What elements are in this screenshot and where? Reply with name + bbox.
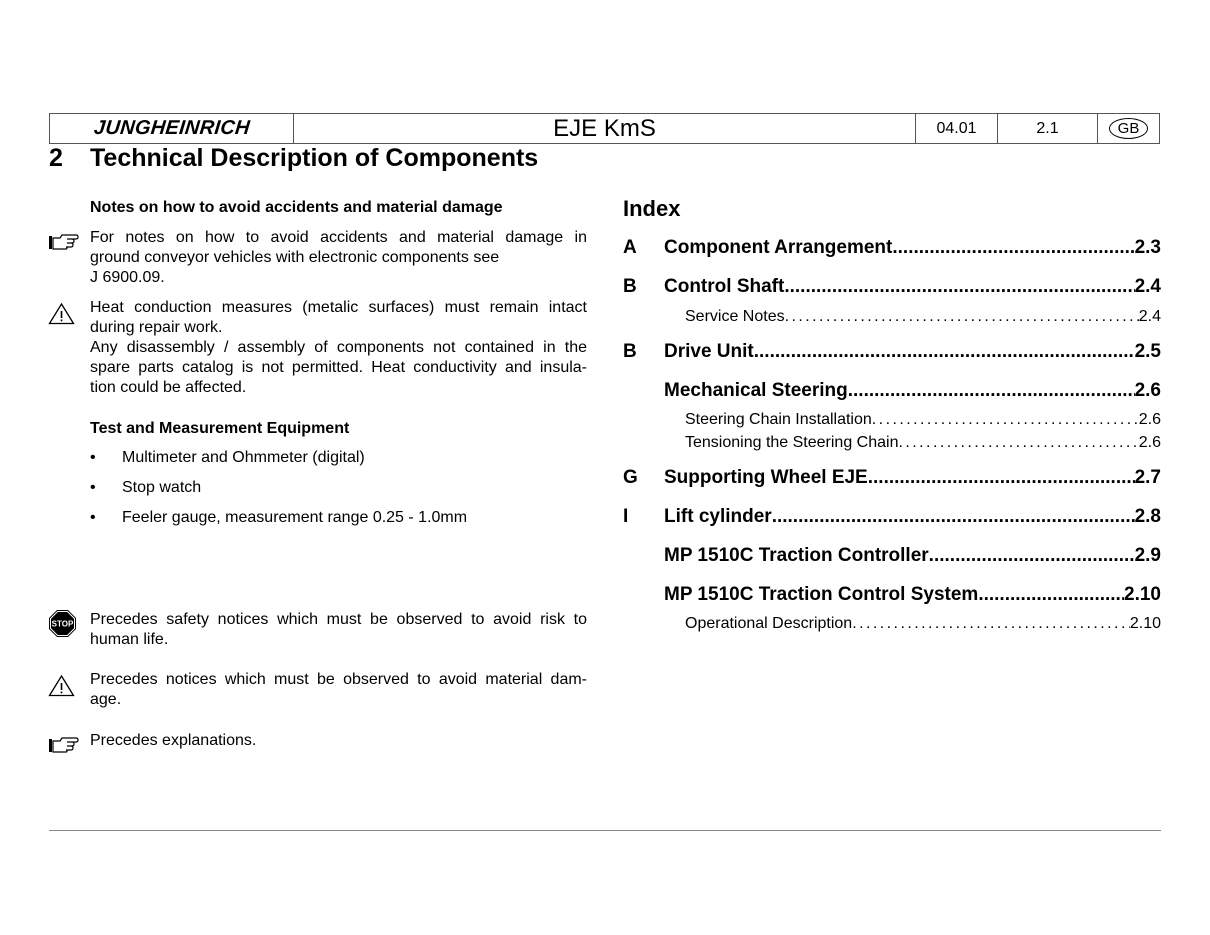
svg-text:STOP: STOP	[51, 619, 74, 629]
index-entry[interactable]: Component Arrangement ..... 2.3	[664, 236, 1161, 260]
index-entry[interactable]: Drive Unit ..... 2.5	[664, 340, 1161, 364]
index-entry[interactable]: Mechanical Steering ..... 2.6	[664, 379, 1161, 403]
warning-legend: Precedes notices which must be observed to avoid material dam- age.	[90, 671, 587, 708]
language-badge: GB	[1109, 118, 1149, 139]
index-subentry[interactable]: Operational Description . . . 2.10	[685, 614, 1161, 634]
list-item: Feeler gauge, measurement range 0.25 - 1.0mm	[122, 509, 468, 526]
index-section-letter: I	[623, 506, 629, 527]
stop-sign-icon	[48, 609, 77, 638]
footer-divider	[49, 830, 1161, 831]
list-item: Multimeter and Ohmmeter (digital)	[122, 449, 365, 466]
bullet-icon: •	[90, 509, 96, 526]
warning-triangle-icon	[48, 302, 75, 325]
index-entry[interactable]: Lift cylinder ..... 2.8	[664, 505, 1161, 529]
pointing-hand-icon	[48, 734, 80, 754]
index-title: Index	[623, 196, 681, 221]
index-section-letter: A	[623, 237, 637, 258]
chapter-title: Technical Description of Components	[90, 144, 539, 172]
stop-legend: Precedes safety notices which must be observed to avoid risk to human life.	[90, 611, 587, 648]
document-header	[49, 113, 1160, 144]
warning-1: Heat conduction measures (metalic surfaces) must remain intact during repair work. Any disassembly / assembly of components not contained in the spare parts catalog is not permitted. Heat conductivity and insula- tion could be affected.	[90, 299, 587, 396]
index-subentry[interactable]: Service Notes . . . 2.4	[685, 307, 1161, 327]
chapter-heading	[49, 144, 538, 173]
warning-triangle-icon	[48, 674, 75, 697]
document-date: 04.01	[916, 114, 998, 143]
index-section-letter: B	[623, 341, 637, 362]
list-item: Stop watch	[122, 479, 202, 496]
index-subentry[interactable]: Tensioning the Steering Chain . . . 2.6	[685, 433, 1161, 453]
index-entry[interactable]: MP 1510C Traction Controller ..... 2.9	[664, 544, 1161, 568]
index-entry[interactable]: Supporting Wheel EJE ..... 2.7	[664, 466, 1161, 490]
index-subentry[interactable]: Steering Chain Installation . . . 2.6	[685, 410, 1161, 430]
page-number: 2.1	[998, 114, 1098, 143]
brand-cell	[50, 114, 294, 143]
brand-logo: JUNGHEINRICH	[92, 117, 251, 139]
bullet-icon: •	[90, 449, 96, 466]
pointing-hand-icon	[48, 231, 80, 251]
note-1: For notes on how to avoid accidents and material damage in ground conveyor vehicles with electronic components see J 6900.09.	[90, 229, 587, 286]
index-section-letter: G	[623, 467, 638, 488]
notes-heading: Notes on how to avoid accidents and material damage	[90, 199, 503, 216]
language-cell	[1098, 114, 1159, 143]
test-equipment-heading: Test and Measurement Equipment	[90, 420, 350, 437]
index-section-letter: B	[623, 276, 637, 297]
bullet-icon: •	[90, 479, 96, 496]
hand-legend: Precedes explanations.	[90, 732, 257, 749]
document-title: EJE KmS	[294, 114, 916, 143]
index-entry[interactable]: Control Shaft ..... 2.4	[664, 275, 1161, 299]
chapter-number: 2	[49, 144, 63, 172]
index-entry[interactable]: MP 1510C Traction Control System ..... 2.10	[664, 583, 1161, 607]
